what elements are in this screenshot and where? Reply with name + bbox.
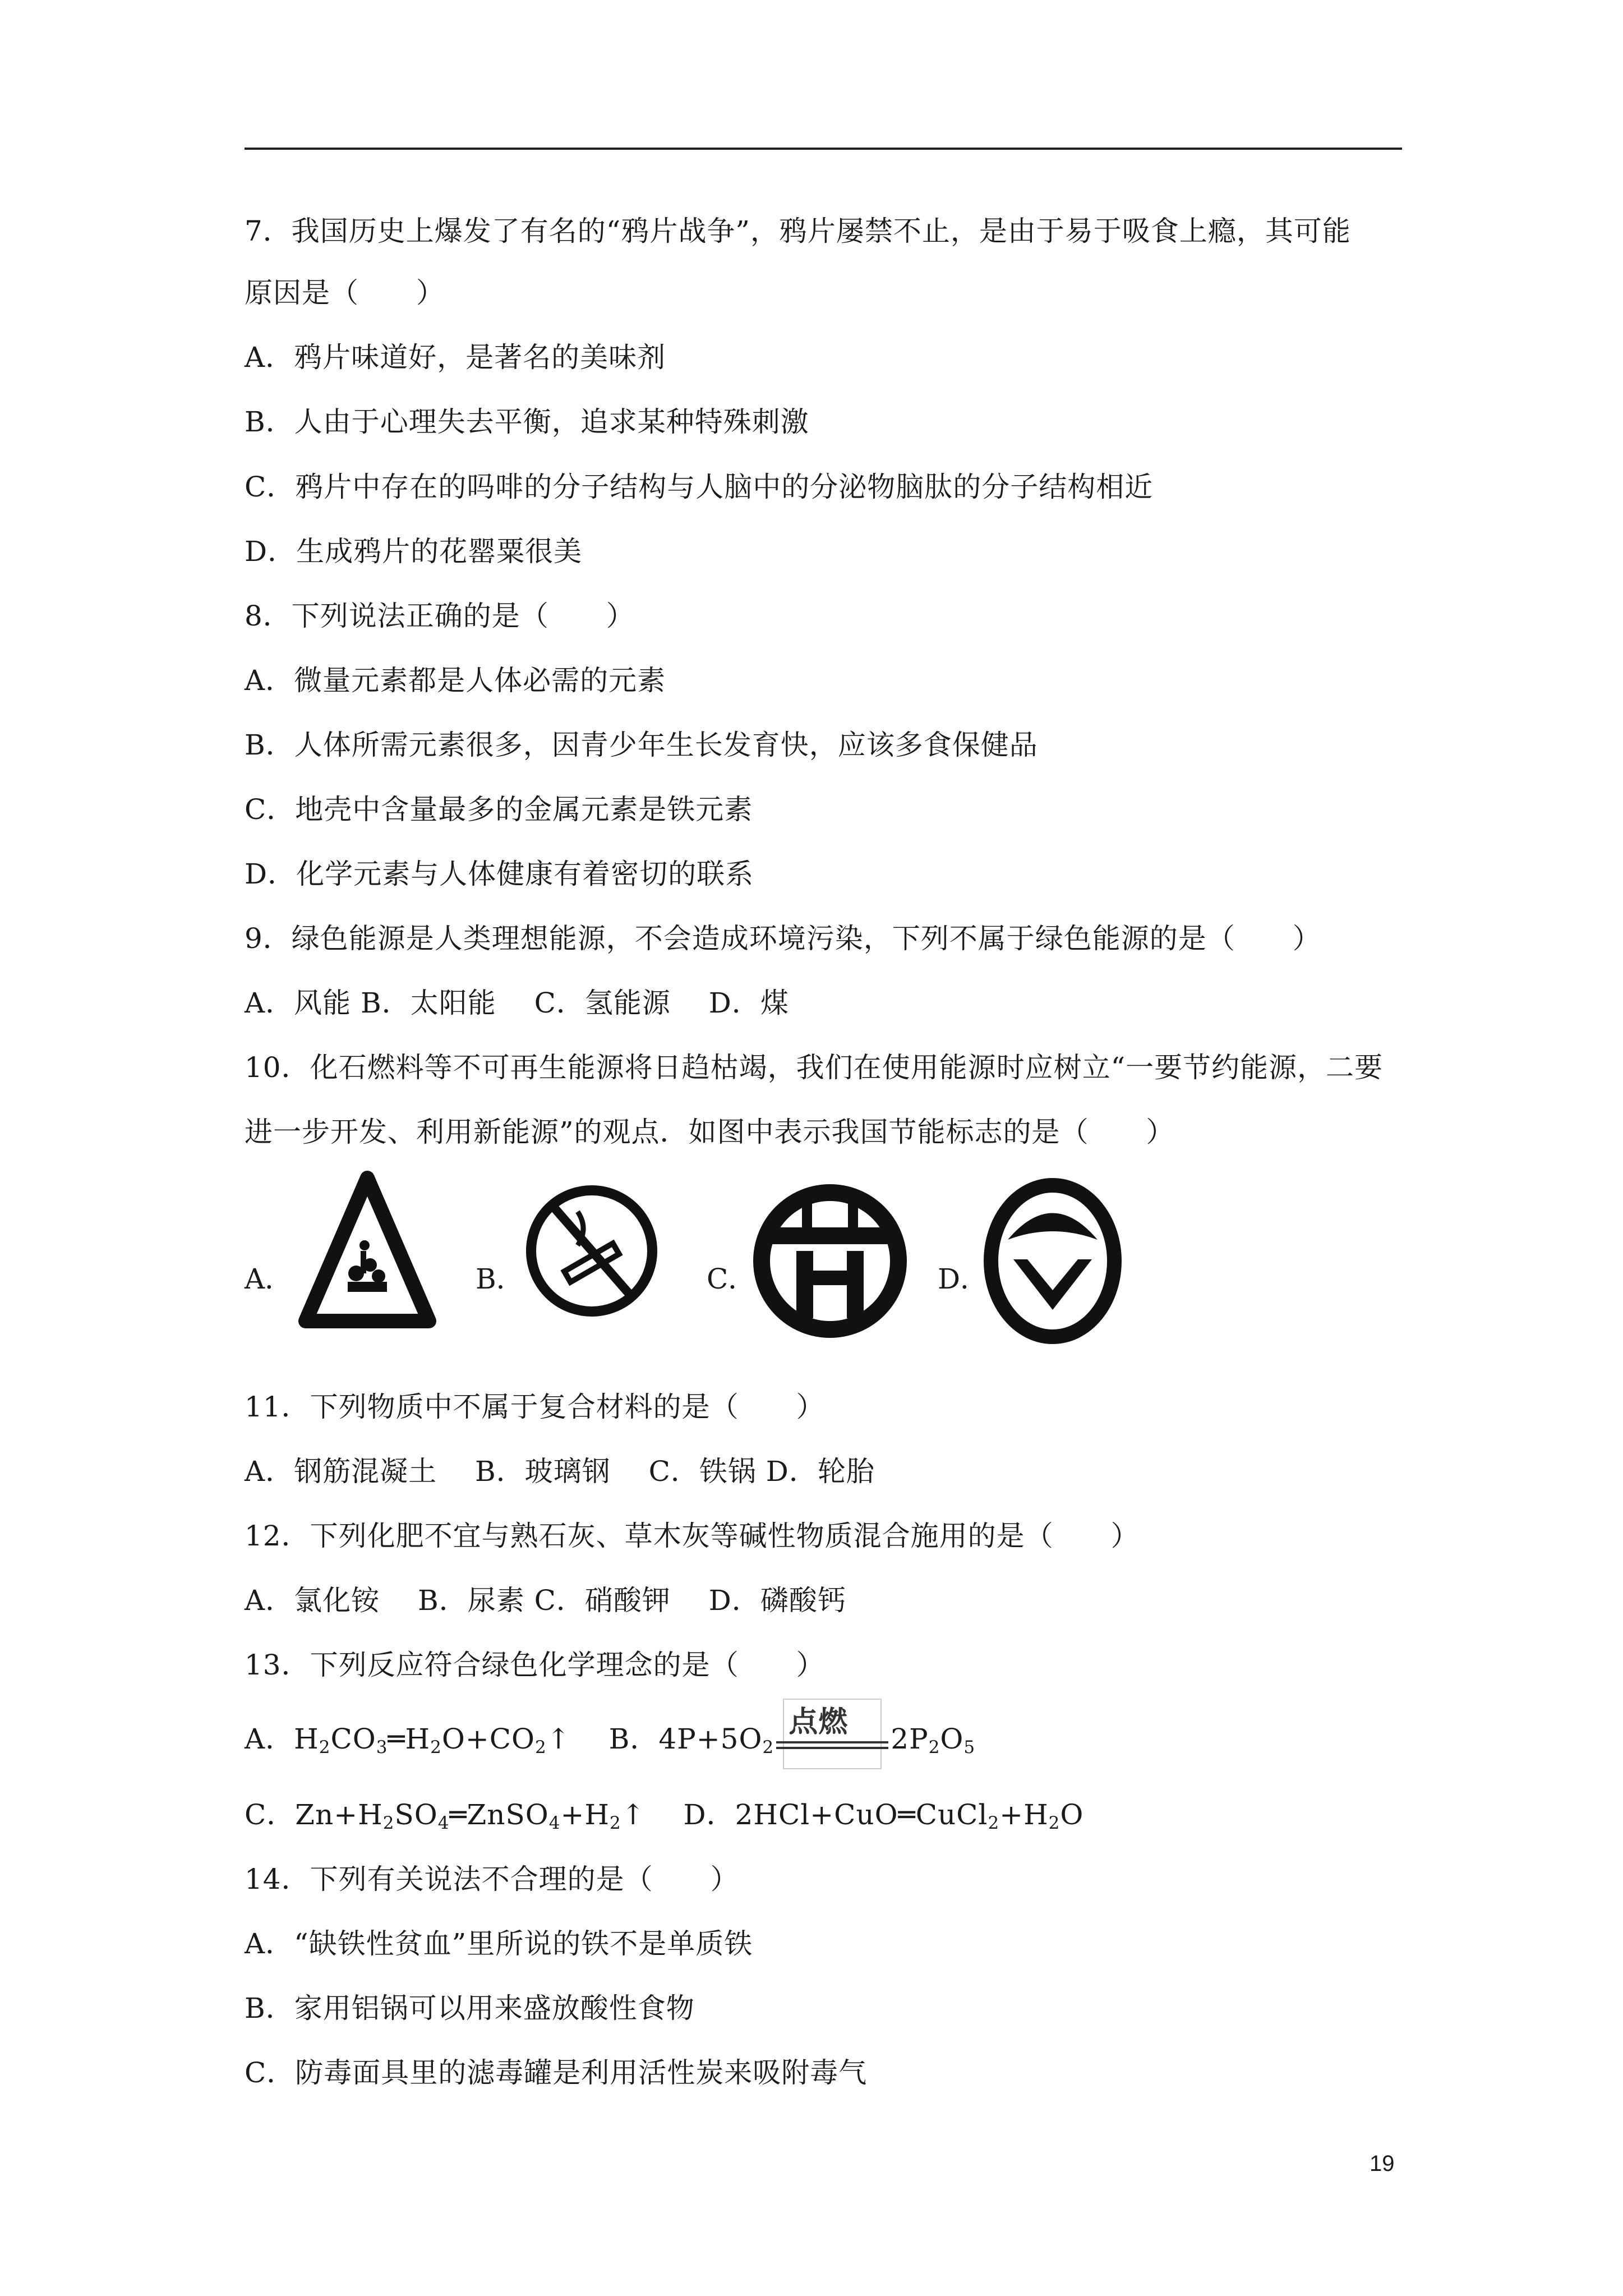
q7-option-c: C．鸦片中存在的吗啡的分子结构与人脑中的分泌物脑肽的分子结构相近 — [245, 471, 1154, 503]
q9-options: A．风能 B．太阳能 C．氢能源 D．煤 — [245, 987, 789, 1019]
q8-option-a: A．微量元素都是人体必需的元素 — [245, 664, 666, 697]
q10-label-a: A． — [245, 1263, 293, 1295]
q12-options: A．氯化铵 B．尿素 C．硝酸钾 D．磷酸钙 — [245, 1584, 846, 1617]
q13-label-c: C． — [245, 1798, 296, 1831]
reaction-condition — [776, 1706, 888, 1758]
q7-stem-line1: 7．我国历史上爆发了有名的“鸦片战争”，鸦片屡禁不止，是由于易于吸食上瘾，其可能 — [245, 215, 1351, 247]
q13-options-ab — [245, 1706, 976, 1764]
q9-stem: 9．绿色能源是人类理想能源，不会造成环境污染，下列不属于绿色能源的是（ ） — [245, 922, 1321, 955]
q7-option-b: B．人由于心理失去平衡，追求某种特殊刺激 — [245, 406, 809, 438]
page-number: 19 — [1370, 2151, 1395, 2176]
q13-options-cd — [245, 1798, 1083, 1840]
q14-option-b: B．家用铝锅可以用来盛放酸性食物 — [245, 1992, 695, 2024]
q13-stem: 13．下列反应符合绿色化学理念的是（ ） — [245, 1649, 825, 1681]
q11-stem: 11．下列物质中不属于复合材料的是（ ） — [245, 1391, 825, 1423]
q10-label-b: B． — [476, 1263, 524, 1295]
q10-label-d: D． — [938, 1263, 989, 1295]
q8-stem: 8．下列说法正确的是（ ） — [245, 600, 635, 632]
q8-option-b: B．人体所需元素很多，因青少年生长发育快，应该多食保健品 — [245, 729, 1038, 761]
q13-label-d: D． — [683, 1798, 735, 1831]
q10-stem-line2: 进一步开发、利用新能源”的观点．如图中表示我国节能标志的是（ ） — [245, 1116, 1175, 1148]
q13-equation-d: $2HCl+CuO═CuCl_2+H_2O$ — [735, 1798, 1084, 1833]
energy-saving-icon — [983, 1167, 1123, 1352]
gate-symbol-icon — [751, 1167, 909, 1352]
q8-option-d: D．化学元素与人体健康有着密切的联系 — [245, 858, 754, 890]
q7-stem-line2: 原因是（ ） — [245, 277, 445, 309]
q11-options: A．钢筋混凝土 B．玻璃钢 C．铁锅 D．轮胎 — [245, 1455, 875, 1488]
q7-option-a: A．鸦片味道好，是著名的美味剂 — [245, 341, 666, 374]
warning-triangle-icon — [294, 1167, 440, 1335]
q14-stem: 14．下列有关说法不合理的是（ ） — [245, 1863, 739, 1895]
q10-label-c: C． — [707, 1263, 757, 1295]
q10-stem-line1: 10．化石燃料等不可再生能源将日趋枯竭，我们在使用能源时应树立“一要节约能源，二要 — [245, 1051, 1384, 1084]
q12-stem: 12．下列化肥不宜与熟石灰、草木灰等碱性物质混合施用的是（ ） — [245, 1520, 1140, 1552]
q8-option-c: C．地壳中含量最多的金属元素是铁元素 — [245, 793, 753, 826]
q13-label-a: A． — [245, 1723, 294, 1755]
no-smoking-icon — [522, 1167, 662, 1335]
header-rule — [245, 148, 1402, 150]
q13-equation-c: $Zn+H_2SO_4═ZnSO_4+H_2↑$ — [295, 1798, 645, 1833]
q13-equation-b: $4P+5O_2$ 点燃 $2P_2O_5$ — [658, 1723, 975, 1755]
reaction-condition-text: 点燃 — [789, 1706, 849, 1738]
q14-option-a: A．“缺铁性贫血”里所说的铁不是单质铁 — [245, 1927, 753, 1960]
q13-equation-a: $H_2CO_3═H_2O+CO_2↑$ — [294, 1723, 571, 1757]
q14-option-c: C．防毒面具里的滤毒罐是利用活性炭来吸附毒气 — [245, 2056, 868, 2089]
q7-option-d: D．生成鸦片的花罂粟很美 — [245, 535, 583, 568]
q13-label-b: B． — [608, 1723, 659, 1755]
